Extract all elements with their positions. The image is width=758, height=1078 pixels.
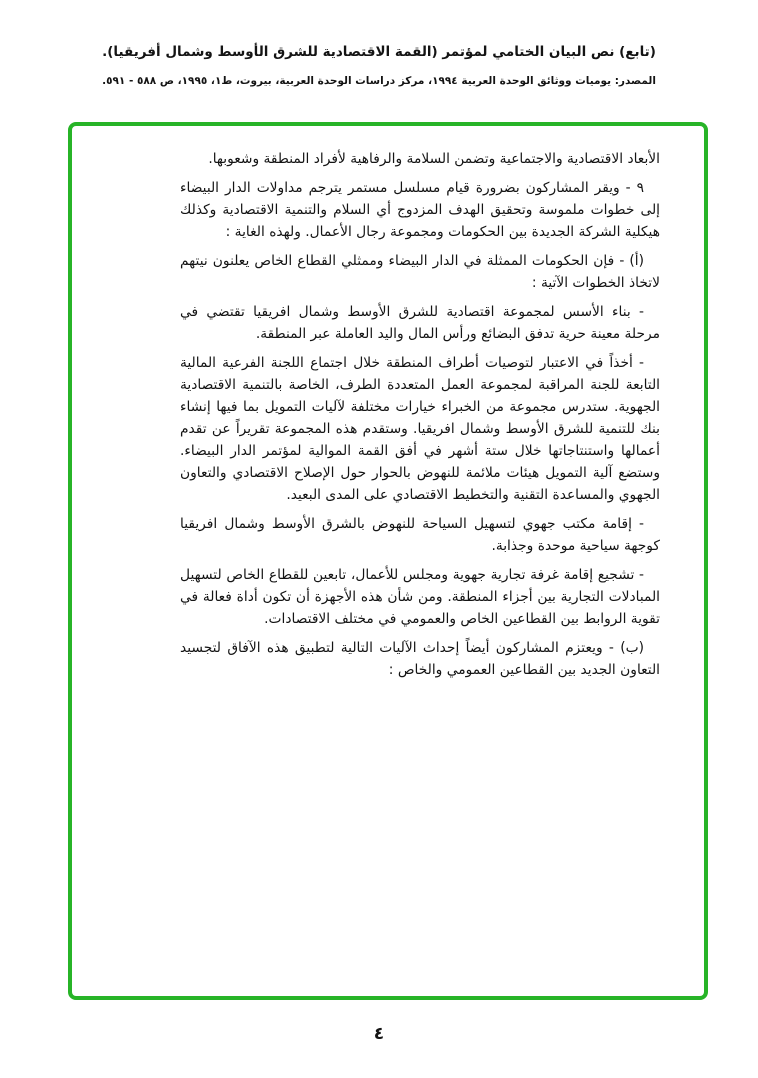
paragraph: ٩ - ويقر المشاركون بضرورة قيام مسلسل مستمر يترجم مداولات الدار البيضاء إلى خطوات ملموسة وتحقيق الهدف المزدوج أي السلام والتنمية الاقتصادية وكذلك هيكلية الشركة الجديدة بين الحكومات ومجموعة رجال الأعمال. ولهذه الغاية : — [180, 180, 660, 240]
page-number: ٤ — [373, 1024, 385, 1044]
paragraph: (ب) - ويعتزم المشاركون أيضاً إحداث الآليات التالية لتطبيق هذه الآفاق لتجسيد التعاون الجديد بين القطاعين العمومي والخاص : — [180, 640, 660, 678]
paragraph: الأبعاد الاقتصادية والاجتماعية وتضمن السلامة والرفاهية لأفراد المنطقة وشعوبها. — [208, 151, 660, 167]
document-body — [180, 148, 660, 681]
document-header — [0, 44, 758, 87]
paragraph: - بناء الأسس لمجموعة اقتصادية للشرق الأوسط وشمال افريقيا تقتضي في مرحلة معينة حرية تدفق البضائع ورأس المال واليد العاملة عبر المنطقة. — [180, 304, 660, 342]
paragraph: - إقامة مكتب جهوي لتسهيل السياحة للنهوض بالشرق الأوسط وشمال افريقيا كوجهة سياحية موحدة وجذابة. — [180, 516, 660, 554]
paragraph: (أ) - فإن الحكومات الممثلة في الدار البيضاء وممثلي القطاع الخاص يعلنون نيتهم لاتخاذ الخطوات الآتية : — [180, 253, 660, 291]
document-title: (تابع) نص البيان الختامي لمؤتمر (القمة الاقتصادية للشرق الأوسط وشمال أفريقيا). — [102, 44, 656, 60]
paragraph: - تشجيع إقامة غرفة تجارية جهوية ومجلس للأعمال، تابعين للقطاع الخاص لتسهيل المبادلات التجارية بين أجزاء المنطقة. ومن شأن هذه الأجهزة أن تكون أداة فعالة في تقوية الروابط بين القطاعين الخاص والعمومي في مختلف الاقتصادات. — [180, 567, 660, 627]
source-citation: المصدر: يوميات ووثائق الوحدة العربية ١٩٩٤، مركز دراسات الوحدة العربية، بيروت، ط١، ١٩٩٥، ص ٥٨٨ - ٥٩١. — [102, 75, 656, 87]
content-frame — [68, 122, 708, 1000]
paragraph: - أخذاً في الاعتبار لتوصيات أطراف المنطقة خلال اجتماع اللجنة الفرعية المالية التابعة للجنة المراقبة لمجموعة العمل المتعددة الطرف، الخاصة بالتنمية الاقتصادية الجهوية. ستدرس مجموعة من الخبراء خيارات مختلفة لآليات التمويل بما فيها إنشاء بنك للتنمية للشرق الأوسط وشمال افريقيا. وستقدم هذه المجموعة تقريراً عن تقدم أعمالها واستنتاجاتها خلال ستة أشهر في أفق القمة الموالية لمؤتمر الدار البيضاء. وستضع آلية التمويل هيئات ملائمة للنهوض بالحوار حول الإصلاح الاقتصادي والتعاون الجهوي والمساعدة التقنية والتخطيط الاقتصادي على المدى البعيد. — [180, 355, 660, 503]
